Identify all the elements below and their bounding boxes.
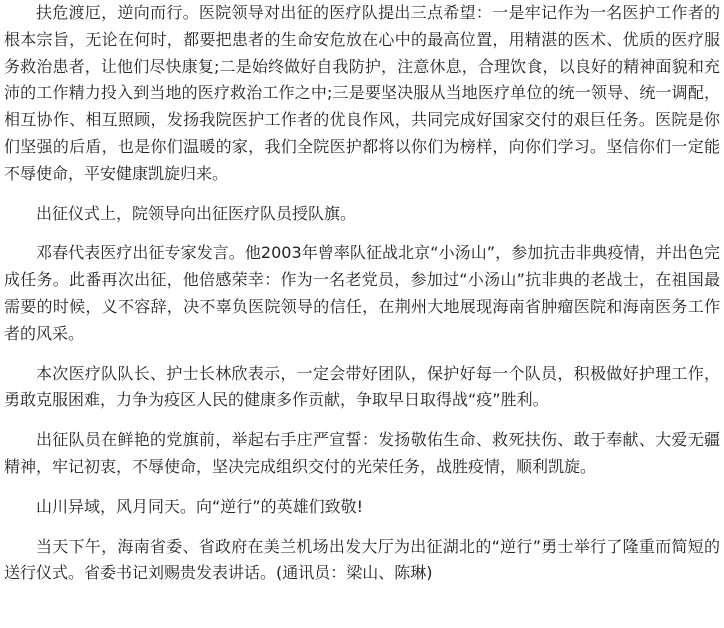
paragraph-oath: 出征队员在鲜艳的党旗前，举起右手庄严宣誓：发扬敬佑生命、救死扶伤、敢于奉献、大爱无疆精神，牢记初衷，不辱使命，坚决完成组织交付的光荣任务，战胜疫情，顺利凯旋。 [4,430,720,476]
paragraph-team-leader: 本次医疗队队长、护士长林欣表示，一定会带好团队，保护好每一个队员，积极做好护理工作，勇敢克服困难，力争为疫区人民的健康多作贡献，争取早日取得战“疫”胜利。 [4,363,720,410]
paragraph-send-off: 当天下午，海南省委、省政府在美兰机场出发大厅为出征湖北的“逆行”勇士举行了隆重而简短的送行仪式。省委书记刘赐贵发表讲话。(通讯员：梁山、陈琳) [4,536,720,583]
paragraph-salute: 山川异域，风月同天。向“逆行”的英雄们致敬! [36,496,363,516]
paragraph-flag-ceremony: 出征仪式上，院领导向出征医疗队员授队旗。 [36,203,357,223]
paragraph-hopes: 扶危渡厄，逆向而行。医院领导对出征的医疗队提出三点希望：一是牢记作为一名医护工作者的根本宗旨，无论在何时，都要把患者的生命安危放在心中的最高位置，用精湛的医术、优质的医疗服务救治患者，让他们尽快康复;二是始终做好自我防护，注意休息，合理饮食，以良好的精神面貌和充沛的工作精力投入到当地的医疗救治工作之中;三是要坚决服从当地医疗单位的统一领导、统一调配，相互协作、相互照顾，发扬我院医护工作者的优良作风，共同完成好国家交付的艰巨任务。医院是你们坚强的后盾，也是你们温暖的家，我们全院医护都将以你们为榜样，向你们学习。坚信你们一定能不辱使命，平安健康凯旋归来。 [4,3,720,183]
paragraph-expert-speech: 邓春代表医疗出征专家发言。他2003年曾率队征战北京“小汤山”，参加抗击非典疫情，并出色完成任务。此番再次出征，他倍感荣幸：作为一名老党员，参加过“小汤山”抗非典的老战士，在祖国最需要的时候，义不容辞，决不辜负医院领导的信任，在荆州大地展现海南省肿瘤医院和海南医务工作者的风采。 [4,243,720,343]
